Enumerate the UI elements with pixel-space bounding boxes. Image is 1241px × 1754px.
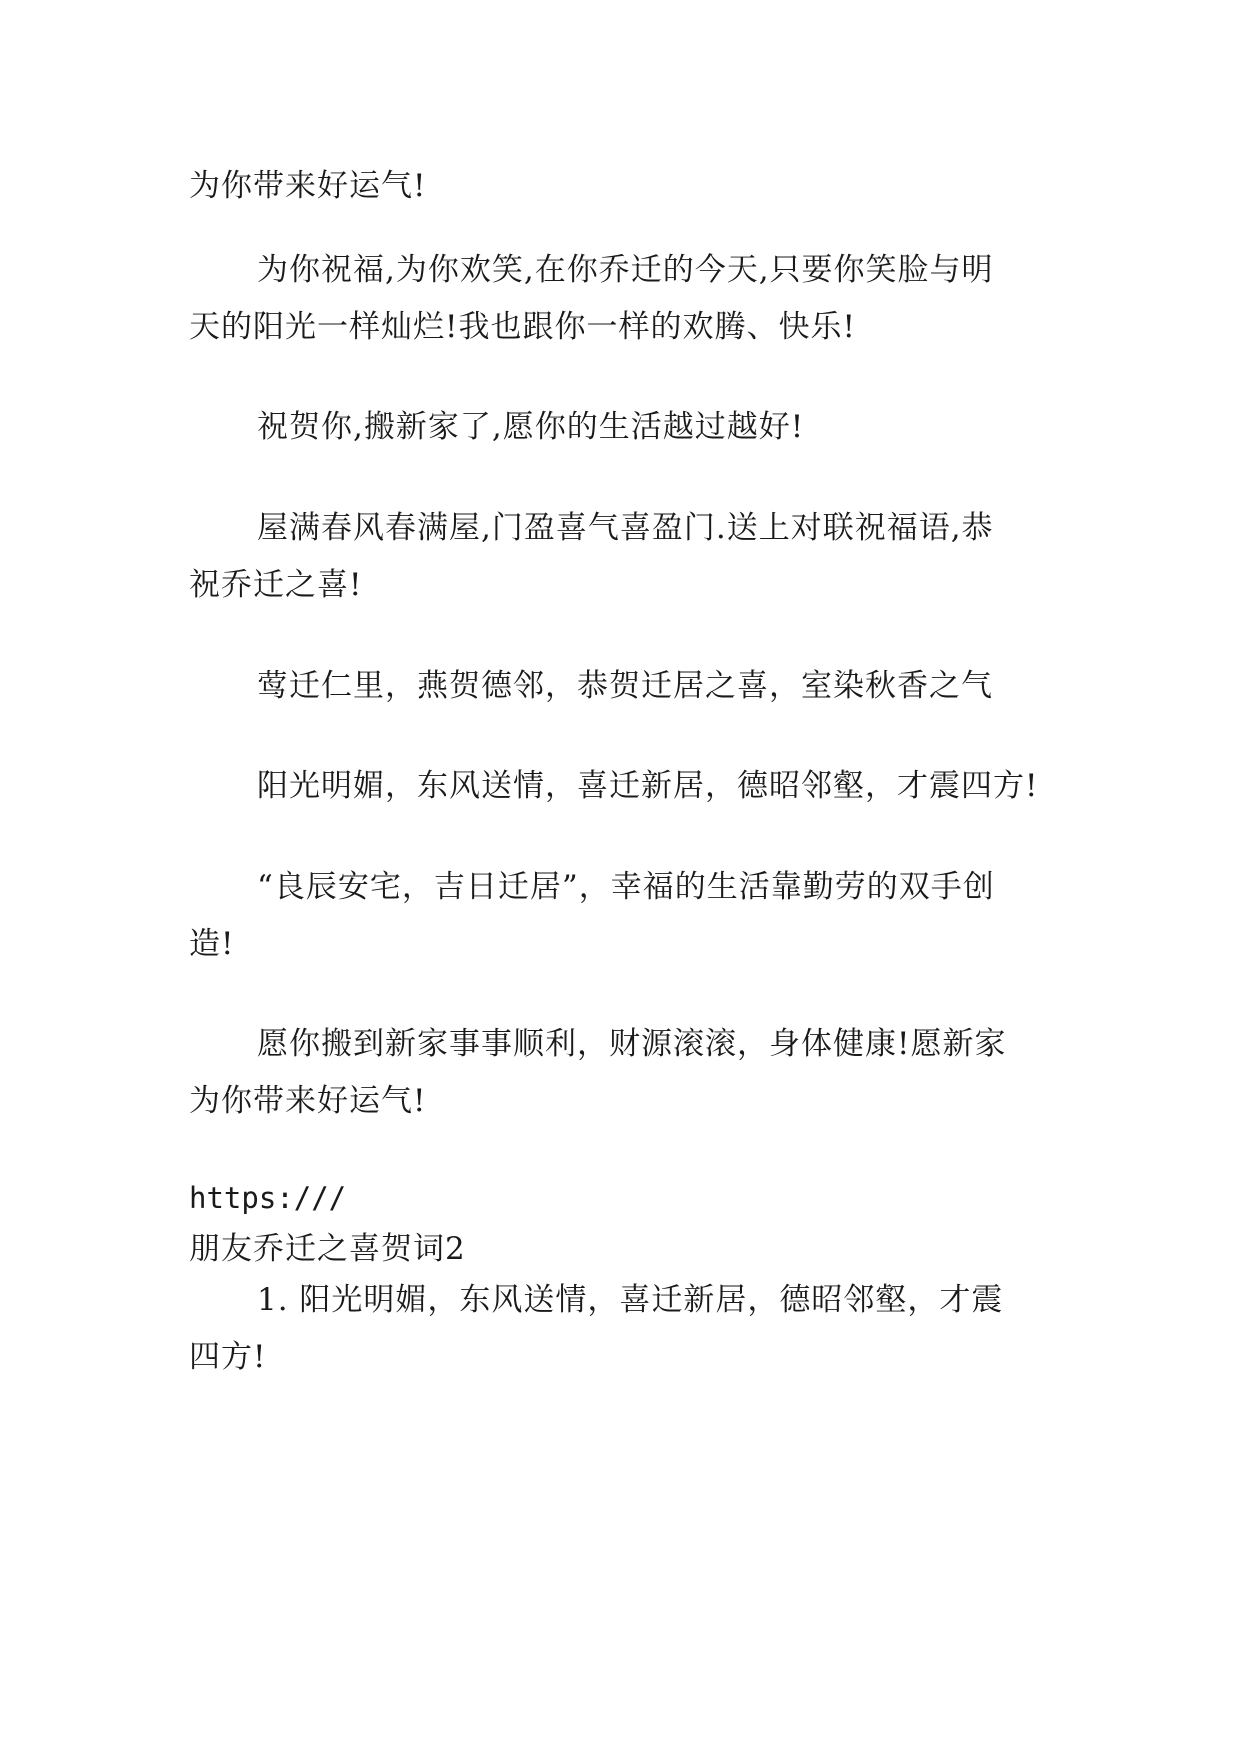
paragraph-line: 为你带来好运气! [189, 1083, 427, 1119]
url-link[interactable]: https:/// [189, 1181, 347, 1215]
paragraph-line: 愿你搬到新家事事顺利，财源滚滚，身体健康!愿新家 [257, 1026, 1007, 1062]
paragraph-line: 祝乔迁之喜! [189, 567, 363, 603]
paragraph-line: 天的阳光一样灿烂!我也跟你一样的欢腾、快乐! [189, 309, 856, 345]
paragraph-line: 造! [189, 926, 235, 962]
list-item-continuation: 四方! [189, 1339, 267, 1375]
list-item: 1. 阳光明媚，东风送情，喜迁新居，德昭邻壑，才震 [257, 1282, 1004, 1318]
paragraph-line: “良辰安宅，吉日迁居”，幸福的生活靠勤劳的双手创 [257, 869, 995, 905]
paragraph-line: 屋满春风春满屋,门盈喜气喜盈门.送上对联祝福语,恭 [257, 510, 994, 546]
section-heading: 朋友乔迁之喜贺词2 [189, 1231, 466, 1267]
paragraph-line: 祝贺你,搬新家了,愿你的生活越过越好! [257, 409, 805, 445]
paragraph-line: 为你祝福,为你欢笑,在你乔迁的今天,只要你笑脸与明 [257, 252, 994, 288]
paragraph-line: 莺迁仁里，燕贺德邻，恭贺迁居之喜，室染秋香之气 [257, 668, 993, 704]
paragraph-line: 为你带来好运气! [189, 168, 427, 204]
paragraph-line: 阳光明媚，东风送情，喜迁新居，德昭邻壑，才震四方! [257, 768, 1039, 804]
